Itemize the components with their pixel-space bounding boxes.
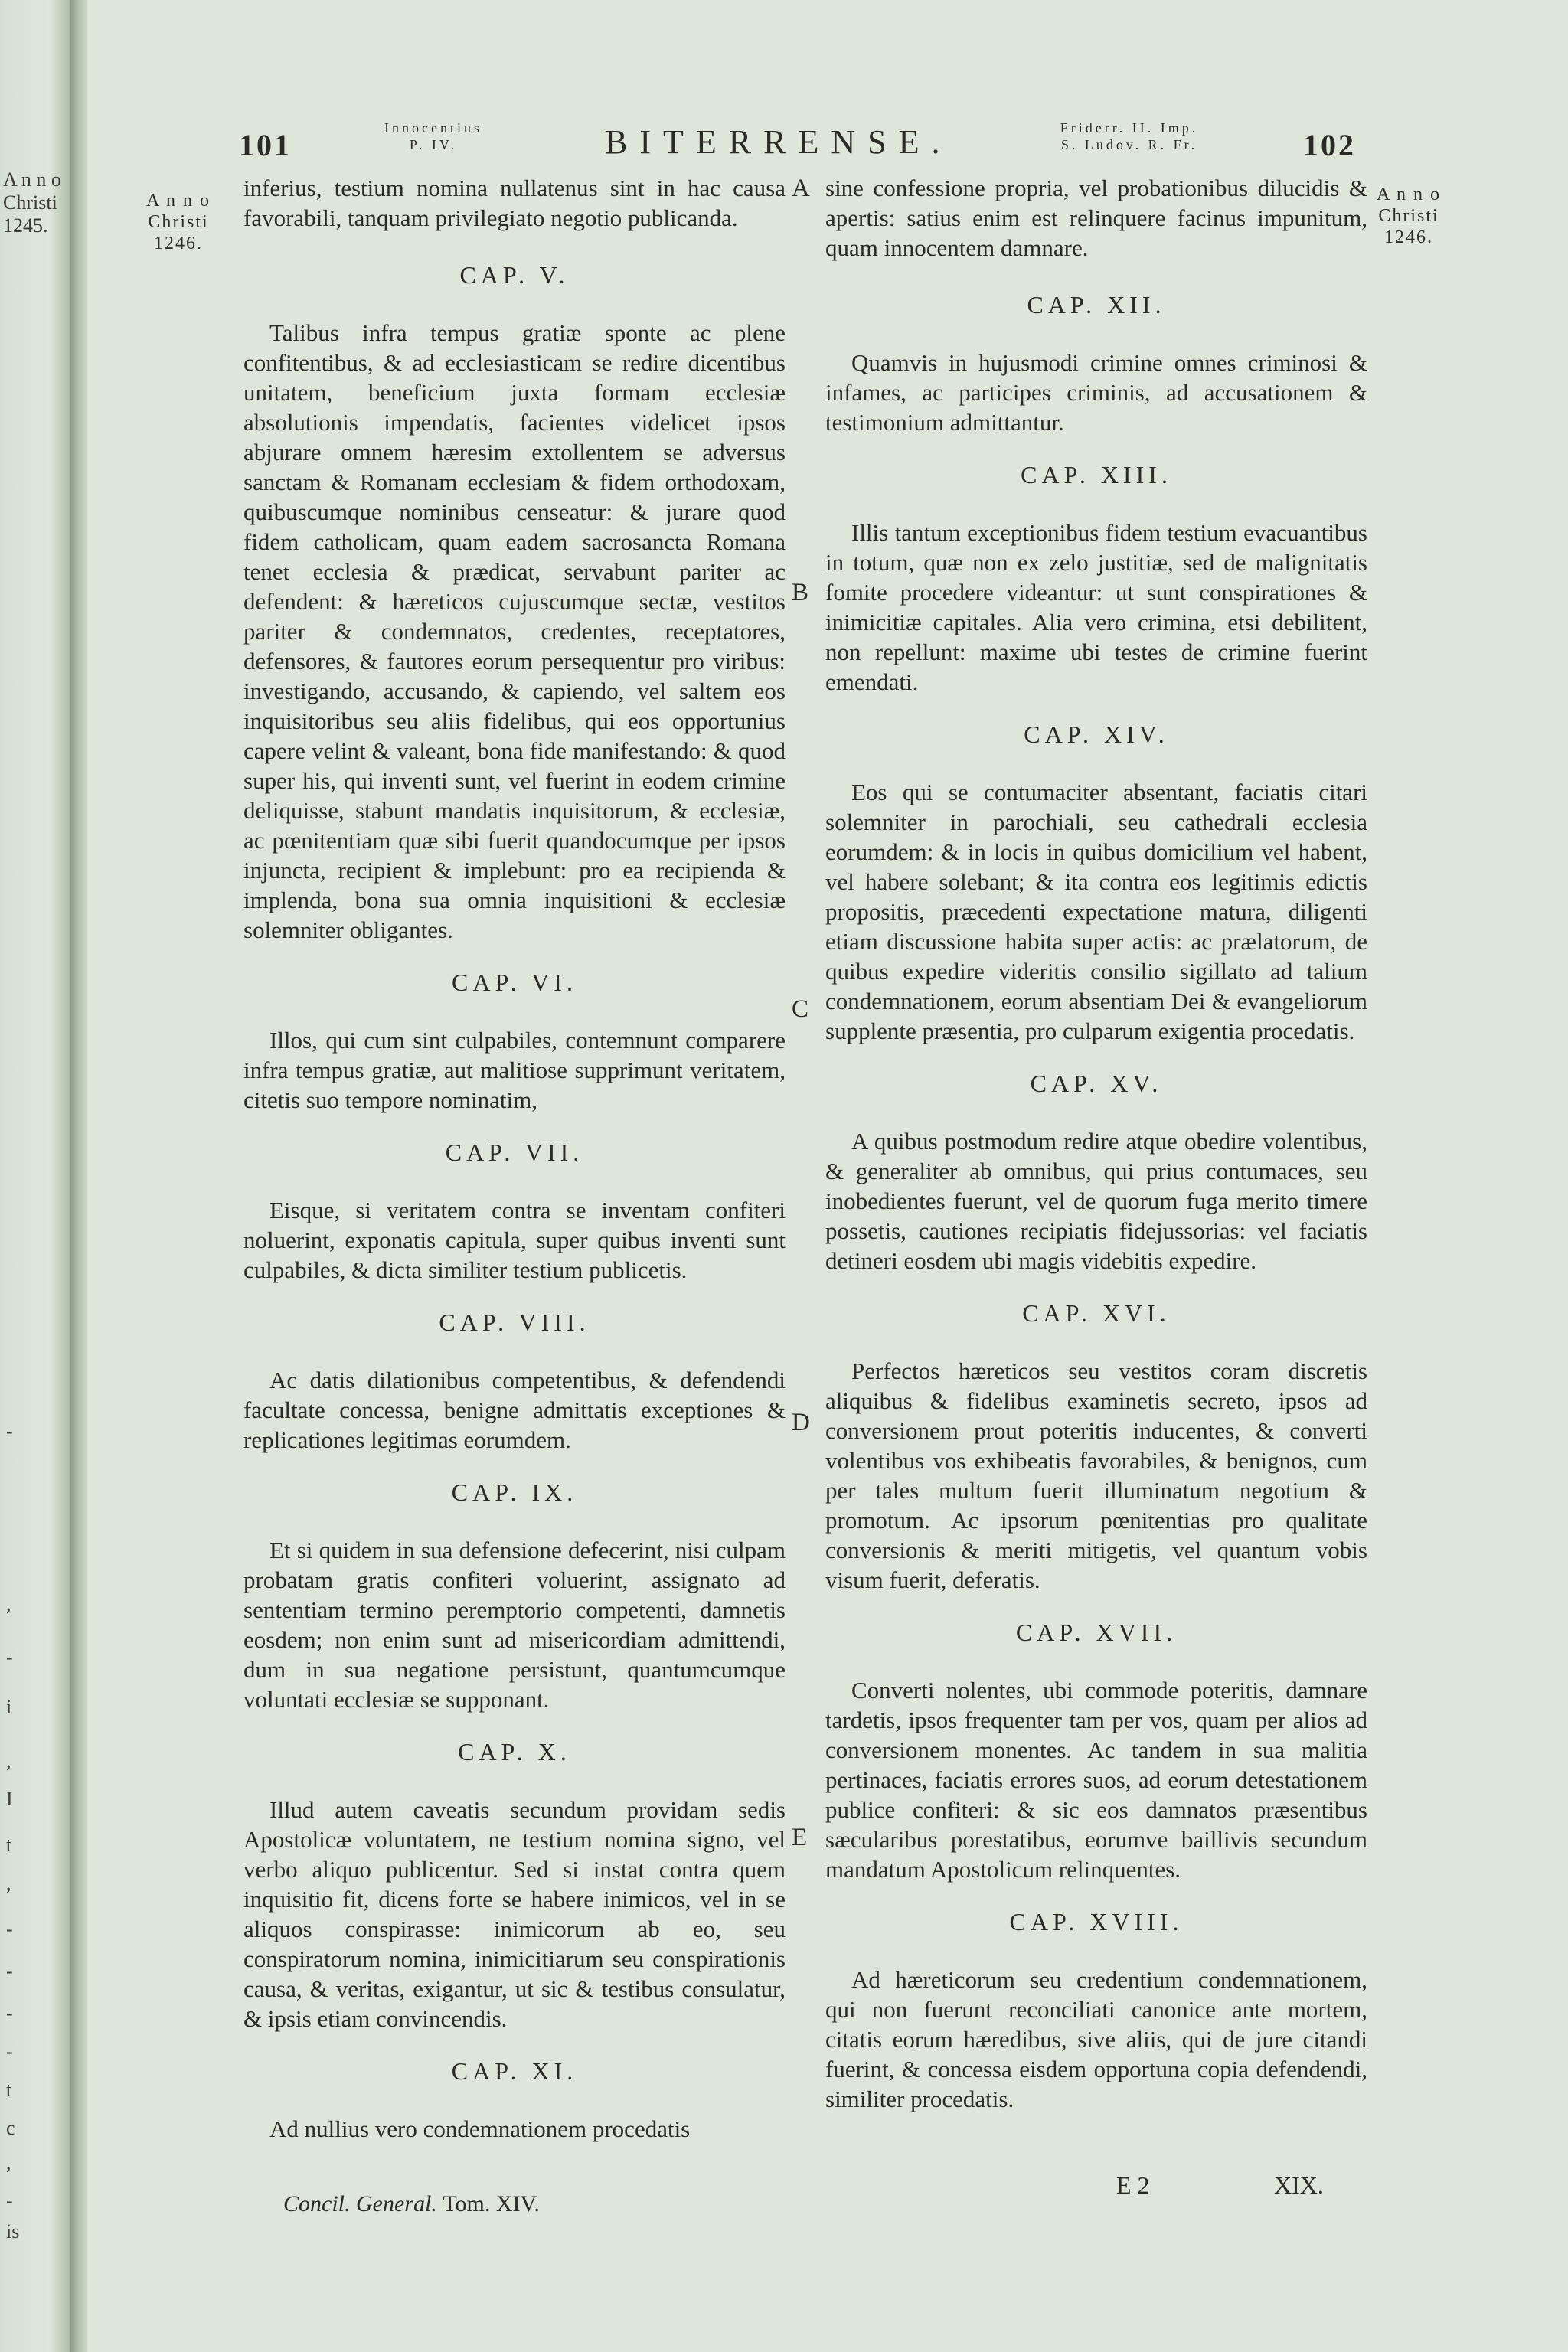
- chapter-text: Quamvis in hujusmodi crimine omnes criminosi & infames, ac participes criminis, ad accusationem & testimonium admittantur.: [825, 349, 1367, 436]
- margin-line: Christi: [148, 212, 209, 232]
- chapter-heading: CAP. XIV.: [1024, 720, 1169, 748]
- prev-mark: -: [6, 1646, 13, 1668]
- section-letter-b: B: [792, 579, 809, 606]
- prev-mark: -: [6, 1960, 13, 1982]
- prev-mark: -: [6, 1420, 13, 1442]
- prev-mark: -: [6, 1918, 13, 1940]
- right-intro: sine confessione propria, vel probationibus dilucidis & apertis: satius enim est relinquere facinus impunitum, quam innocentem damnare.: [825, 175, 1367, 261]
- margin-line: A n n o: [1376, 185, 1441, 204]
- chapter-text: Talibus infra tempus gratiæ sponte ac plene confitentibus, & ad ecclesiasticam se redire dicentibus unitatem, beneficium juxta formam ecclesiæ absolutionis impendatis, facientes videlicet ipsos abjurare omnem hæresim extollentem se adversus sanctam & Romanam ecclesiam & fidem orthodoxam, quibuscumque nominibus censeatur: & jurare quod fidem catholicam, quam eadem sacrosancta Romana tenet ecclesia & prædicat, servabunt pariter ac defendent: & hæreticos cujuscumque sectæ, vestitos pariter & condemnatos, credentes, receptatores, defensores, & fautores eorum persequentur pro viribus: investigando, accusando, & capiendo, vel saltem eos inquisitoribus seu aliis fidelibus, qui eos opportunius capere velint & valeant, bona fide manifestando: & quod super his, qui inventi sunt, vel fuerint in eodem crimine deliquisse, stabunt mandatis inquisitorum, & ecclesiæ, ac pœnitentiam quæ sibi fuerit quandocumque per ipsos injuncta, recipient & implebunt: pro ea recipienda & implenda, bona sua omnia inquisitioni & ecclesiæ solemniter obligantes.: [243, 319, 786, 943]
- footer-signature-left: [283, 2191, 540, 2217]
- prev-mark: i: [6, 1696, 12, 1718]
- prev-mark: c: [6, 2117, 15, 2139]
- chapter-text: Ad nullius vero condemnationem procedatis: [270, 2115, 691, 2142]
- chapter-heading: CAP. IX.: [451, 1478, 578, 1506]
- chapter-heading: CAP. XIII.: [1021, 461, 1172, 488]
- chapter-text: Illos, qui cum sint culpabiles, contemnunt comparere infra tempus gratiæ, aut malitiose supprimunt veritatem, citetis suo tempore nominatim,: [243, 1027, 786, 1113]
- prev-anno-line: 1245.: [3, 214, 48, 237]
- footer-tome: Tom. XIV.: [443, 2191, 540, 2216]
- prev-mark: ,: [6, 1749, 11, 1772]
- left-intro: inferius, testium nomina nullatenus sint in hac causa favorabili, tanquam privilegiato negotio publicanda.: [243, 175, 786, 231]
- footer-signature-mark: E 2: [1116, 2171, 1150, 2199]
- margin-line: 1246.: [154, 234, 203, 253]
- section-letter-d: D: [792, 1409, 810, 1436]
- prev-mark: ,: [6, 2151, 11, 2174]
- chapter-heading: CAP. XVI.: [1022, 1299, 1171, 1327]
- right-header-rulers: [1034, 119, 1225, 153]
- running-title: BITERRENSE.: [605, 123, 952, 161]
- right-page-number: 102: [1303, 128, 1356, 162]
- section-letter-c: C: [792, 995, 809, 1023]
- right-header-line: S. Ludov. R. Fr.: [1060, 137, 1198, 152]
- chapter-heading: CAP. XI.: [451, 2057, 578, 2085]
- right-text-column: [825, 173, 1367, 2114]
- margin-line: A n n o: [145, 191, 211, 211]
- prev-mark: t: [6, 1834, 12, 1856]
- section-letter-a: A: [792, 175, 810, 202]
- prev-mark: ,: [6, 1872, 11, 1894]
- chapter-heading: CAP. XVIII.: [1009, 1908, 1184, 1936]
- chapter-text: Perfectos hæreticos seu vestitos coram discretis aliquibus & fidelibus examinetis secreto, ipsos ad conversionem prout poteritis inducentes, & converti volentibus vos exhibeatis favorabiles, & benignos, cum per tales multum fuerit illuminatum negotium & promotum. Ac ipsorum pœnitentias pro qualitate conversionis & meriti mitigetis, vel quantum vobis visum fuerit, deferatis.: [825, 1357, 1367, 1593]
- prev-mark: -: [6, 2002, 13, 2024]
- chapter-text: Converti nolentes, ubi commode poteritis, damnare tardetis, ipsos frequenter tam per vos, quam per alios ad conversionem monentes. Ac tandem in sua malitia pertinaces, faciatis errores suos, ad eorum detestationem publice confiteri: & sic eos damnatos præsentibus sæcularibus porestatibus, eorumve baillivis secundum mandatum Apostolicum relinquentes.: [825, 1677, 1367, 1883]
- left-page-number: 101: [239, 128, 292, 162]
- chapter-text: Ad hæreticorum seu credentium condemnationem, qui non fuerunt reconciliati canonice ante mortem, citatis eorum hæredibus, sive aliis, qui de jure citandi fuerint, & concessa eisdem opportuna copia defendendi, similiter procedatis.: [825, 1966, 1367, 2112]
- chapter-text: Illis tantum exceptionibus fidem testium evacuantibus in totum, quæ non ex zelo justitiæ, sed de malignitatis fomite procedere videantur: ut sunt conspirationes & inimicitiæ capitales. Alia vero crimina, etsi debilitent, non repellunt: maxime ubi testes de crimine fuerint emendati.: [825, 519, 1367, 695]
- chapter-heading: CAP. XVII.: [1015, 1619, 1178, 1646]
- previous-page-edge: [0, 0, 70, 2352]
- prev-mark: t: [6, 2079, 12, 2101]
- chapter-heading: CAP. VIII.: [439, 1308, 590, 1336]
- prev-mark: -: [6, 2190, 13, 2212]
- footer-catchword: XIX.: [1274, 2171, 1324, 2199]
- chapter-heading: CAP. VII.: [445, 1138, 584, 1166]
- chapter-text: Eos qui se contumaciter absentant, faciatis citari solemniter in parochiali, seu cathedrali ecclesia eorumdem: & in locis in quibus domicilium vel habent, vel habere solebant; & ita contra eos legitimis edictis propositis, præcedenti expectatione matura, diligenti etiam discussione habita super actis: ac prælatorum, de quibus expedire videritis consilio sigillato ad talium condemnationem, eorum absentiam Dei & evangeliorum supplente præsentia, pro culparum exigentia procedatis.: [825, 779, 1367, 1044]
- left-header-pope: [357, 119, 510, 153]
- prev-mark: I: [6, 1788, 13, 1810]
- book-gutter: [70, 0, 87, 2352]
- chapter-heading: CAP. XII.: [1027, 291, 1166, 318]
- prev-anno-line: A n n o: [3, 168, 61, 191]
- prev-mark: -: [6, 2040, 13, 2063]
- margin-year-right: [1364, 184, 1453, 248]
- margin-line: Christi: [1378, 206, 1439, 226]
- right-header-line: Friderr. II. Imp.: [1060, 120, 1199, 136]
- prev-anno-line: Christi: [3, 191, 57, 214]
- section-letter-e: E: [792, 1824, 808, 1851]
- chapter-text: A quibus postmodum redire atque obedire volentibus, & generaliter ab omnibus, qui prius contumaces, seu inobedientes fuerunt, vel de quorum fuga merito timere possetis, cautiones recipiatis fidejussorias: vel faciatis detineri eosdem ubi magis videbitis expedire.: [825, 1128, 1367, 1274]
- chapter-text: Et si quidem in sua defensione defecerint, nisi culpam probatam gratis confiteri voluerint, assignato ad sententiam termino peremptorio competenti, damnetis eosdem; non enim sunt ad misericordiam admittendi, dum in sua negatione persistunt, quantumcumque voluntati ecclesiæ se supponant.: [243, 1537, 786, 1713]
- prev-mark: ,: [6, 1592, 11, 1615]
- previous-page-year-note: [3, 168, 61, 237]
- left-text-column: [243, 173, 786, 2144]
- prev-mark: is: [6, 2220, 20, 2243]
- chapter-text: Illud autem caveatis secundum providam sedis Apostolicæ voluntatem, ne testium nomina signo, vel verbo aliquo publicentur. Sed si instat contra quem inquisitio fit, dicens forte se habere inimicos, vel in se aliquos conspirasse: inimicorum ab eo, seu conspiratorum nomina, inimicitiarum seu conspirationis causa, & veritas, exigantur, ut sic & testibus consulatur, & ipsis etiam convincendis.: [243, 1796, 786, 2032]
- footer-source: Concil. General.: [283, 2191, 437, 2216]
- left-header-line: Innocentius: [384, 120, 482, 136]
- margin-line: 1246.: [1384, 227, 1433, 247]
- chapter-heading: CAP. XV.: [1030, 1070, 1163, 1097]
- chapter-text: Ac datis dilationibus competentibus, & defendendi facultate concessa, benigne admittatis exceptiones & replicationes legitimas eorumdem.: [243, 1367, 786, 1453]
- margin-year-left: [129, 190, 228, 254]
- chapter-heading: CAP. VI.: [452, 969, 577, 996]
- chapter-text: Eisque, si veritatem contra se inventam confiteri noluerint, exponatis capitula, super quibus inventi sunt culpabiles, & dicta similiter testium publicetis.: [243, 1197, 786, 1283]
- left-header-line: P. IV.: [409, 137, 458, 152]
- chapter-heading: CAP. X.: [458, 1738, 571, 1766]
- chapter-heading: CAP. V.: [459, 261, 570, 289]
